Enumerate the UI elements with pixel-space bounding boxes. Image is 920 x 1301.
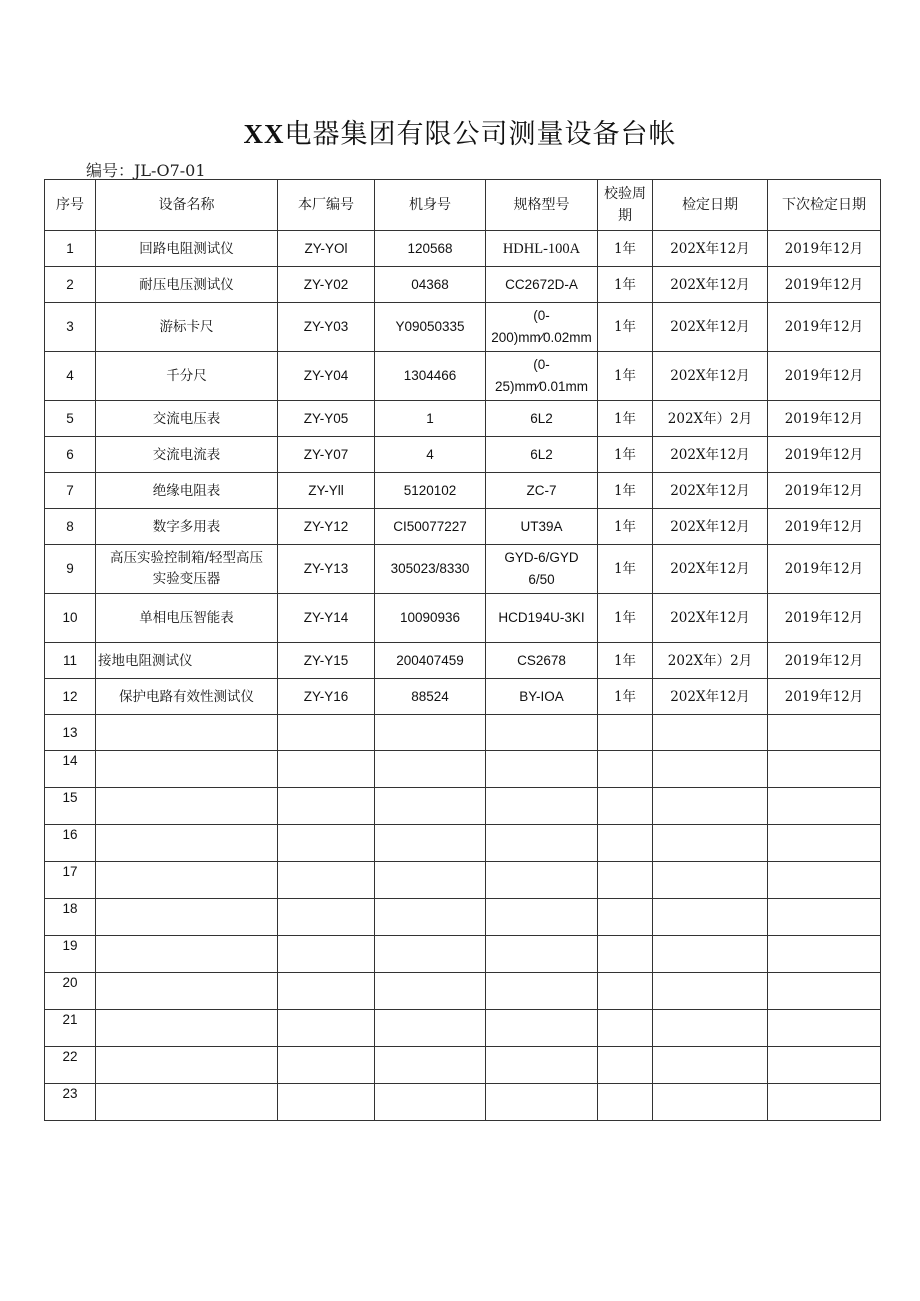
column-header-code: 本厂编号 xyxy=(278,180,375,231)
cell-no: 3 xyxy=(45,303,96,352)
title-main: 电器集团有限公司测量设备台帐 xyxy=(284,119,677,150)
cell-next-date: 2019年12月 xyxy=(768,509,881,545)
empty-cell xyxy=(598,825,653,862)
cell-name: 接地电阻测试仪 xyxy=(96,643,278,679)
empty-cell xyxy=(375,788,486,825)
empty-cell xyxy=(96,973,278,1010)
cell-no: 4 xyxy=(45,352,96,401)
cell-name: 单相电压智能表 xyxy=(96,594,278,643)
cell-code: ZY-Y14 xyxy=(278,594,375,643)
empty-cell xyxy=(768,715,881,751)
empty-cell xyxy=(598,1084,653,1121)
empty-cell xyxy=(96,862,278,899)
empty-cell xyxy=(768,862,881,899)
cell-next-date: 2019年12月 xyxy=(768,545,881,594)
empty-cell xyxy=(653,936,768,973)
cell-model: CS2678 xyxy=(486,643,598,679)
empty-cell xyxy=(278,1010,375,1047)
empty-cell xyxy=(278,715,375,751)
empty-cell xyxy=(486,1047,598,1084)
equipment-ledger-table xyxy=(44,179,881,1121)
column-header-serial: 机身号 xyxy=(375,180,486,231)
empty-cell xyxy=(768,788,881,825)
empty-cell xyxy=(96,936,278,973)
cell-model: CC2672D-A xyxy=(486,267,598,303)
cell-name-line2: 实验变压器 xyxy=(152,571,221,587)
cell-serial: 305023/8330 xyxy=(375,545,486,594)
cell-cycle: 1年 xyxy=(598,594,653,643)
empty-cell xyxy=(375,1047,486,1084)
empty-cell xyxy=(486,973,598,1010)
empty-cell xyxy=(375,825,486,862)
table-row xyxy=(45,303,881,352)
empty-cell xyxy=(486,715,598,751)
empty-cell xyxy=(653,973,768,1010)
empty-cell xyxy=(278,973,375,1010)
empty-cell xyxy=(598,973,653,1010)
cell-name: 数字多用表 xyxy=(96,509,278,545)
empty-cell xyxy=(375,899,486,936)
empty-cell xyxy=(375,715,486,751)
cell-cycle: 1年 xyxy=(598,352,653,401)
cell-no: 23 xyxy=(45,1084,96,1121)
cell-name: 交流电压表 xyxy=(96,401,278,437)
table-row xyxy=(45,401,881,437)
cell-model: 6L2 xyxy=(486,437,598,473)
blank-table-row xyxy=(45,1084,881,1121)
cell-name: 游标卡尺 xyxy=(96,303,278,352)
empty-cell xyxy=(768,899,881,936)
column-header-no: 序号 xyxy=(45,180,96,231)
empty-cell xyxy=(653,751,768,788)
empty-cell xyxy=(653,1047,768,1084)
cell-calib-date: 202X年12月 xyxy=(653,231,768,267)
blank-table-row xyxy=(45,899,881,936)
cell-serial: 200407459 xyxy=(375,643,486,679)
empty-cell xyxy=(375,1084,486,1121)
cell-cycle: 1年 xyxy=(598,437,653,473)
empty-cell xyxy=(598,751,653,788)
empty-cell xyxy=(653,825,768,862)
cell-model-line1: GYD-6/GYD xyxy=(504,550,579,565)
cell-no: 11 xyxy=(45,643,96,679)
empty-cell xyxy=(375,936,486,973)
table-row xyxy=(45,545,881,594)
cell-model-line2: 200)mm∕0.02mm xyxy=(491,330,592,345)
cell-serial: 04368 xyxy=(375,267,486,303)
cell-no: 14 xyxy=(45,751,96,788)
blank-table-row xyxy=(45,788,881,825)
cell-model: 6L2 xyxy=(486,401,598,437)
empty-cell xyxy=(96,899,278,936)
cell-no: 16 xyxy=(45,825,96,862)
empty-cell xyxy=(96,1084,278,1121)
empty-cell xyxy=(598,899,653,936)
cell-code: ZY-Y15 xyxy=(278,643,375,679)
cell-model: ZC-7 xyxy=(486,473,598,509)
cell-calib-date: 202X年）2月 xyxy=(653,401,768,437)
table-row xyxy=(45,509,881,545)
empty-cell xyxy=(278,788,375,825)
cell-code: ZY-Y03 xyxy=(278,303,375,352)
cell-serial: 1304466 xyxy=(375,352,486,401)
empty-cell xyxy=(768,1047,881,1084)
cell-calib-date: 202X年12月 xyxy=(653,473,768,509)
cell-next-date: 2019年12月 xyxy=(768,352,881,401)
cell-calib-date: 202X年12月 xyxy=(653,594,768,643)
empty-cell xyxy=(653,1010,768,1047)
cell-no: 2 xyxy=(45,267,96,303)
cell-code: ZY-Y13 xyxy=(278,545,375,594)
cell-name: 交流电流表 xyxy=(96,437,278,473)
empty-cell xyxy=(486,1010,598,1047)
empty-cell xyxy=(486,825,598,862)
cell-next-date: 2019年12月 xyxy=(768,231,881,267)
cell-code: ZY-Y05 xyxy=(278,401,375,437)
cell-code: ZY-Y12 xyxy=(278,509,375,545)
cell-no: 9 xyxy=(45,545,96,594)
cell-code: ZY-Y07 xyxy=(278,437,375,473)
empty-cell xyxy=(768,751,881,788)
column-header-calib-date: 检定日期 xyxy=(653,180,768,231)
cell-name: 保护电路有效性测试仪 xyxy=(96,679,278,715)
cell-serial: CI50077227 xyxy=(375,509,486,545)
cell-no: 15 xyxy=(45,788,96,825)
cell-name-line1: 高压实验控制箱/轻型高压 xyxy=(109,550,264,566)
cell-code: ZY-Y04 xyxy=(278,352,375,401)
empty-cell xyxy=(486,1084,598,1121)
empty-cell xyxy=(653,1084,768,1121)
cell-next-date: 2019年12月 xyxy=(768,437,881,473)
table-row xyxy=(45,231,881,267)
cell-model-line1: (0- xyxy=(533,357,550,372)
empty-cell xyxy=(486,936,598,973)
cell-no: 18 xyxy=(45,899,96,936)
column-header-model: 规格型号 xyxy=(486,180,598,231)
cell-next-date: 2019年12月 xyxy=(768,643,881,679)
empty-cell xyxy=(278,1084,375,1121)
empty-cell xyxy=(278,751,375,788)
empty-cell xyxy=(278,1047,375,1084)
empty-cell xyxy=(653,899,768,936)
empty-cell xyxy=(278,862,375,899)
cell-no: 10 xyxy=(45,594,96,643)
empty-cell xyxy=(96,751,278,788)
cell-serial: 1 xyxy=(375,401,486,437)
cell-next-date: 2019年12月 xyxy=(768,267,881,303)
cell-calib-date: 202X年）2月 xyxy=(653,643,768,679)
empty-cell xyxy=(278,936,375,973)
cell-cycle: 1年 xyxy=(598,303,653,352)
cell-model: HCD194U-3KI xyxy=(486,594,598,643)
cell-no: 19 xyxy=(45,936,96,973)
cell-no: 20 xyxy=(45,973,96,1010)
empty-cell xyxy=(598,788,653,825)
empty-cell xyxy=(486,751,598,788)
empty-cell xyxy=(598,715,653,751)
title-prefix: XX xyxy=(243,119,285,149)
blank-table-row xyxy=(45,1047,881,1084)
cell-calib-date: 202X年12月 xyxy=(653,303,768,352)
cell-code: ZY-Yll xyxy=(278,473,375,509)
blank-table-row xyxy=(45,715,881,751)
empty-cell xyxy=(375,751,486,788)
cell-calib-date: 202X年12月 xyxy=(653,437,768,473)
column-header-next-date: 下次检定日期 xyxy=(768,180,881,231)
empty-cell xyxy=(96,1047,278,1084)
cell-serial: 88524 xyxy=(375,679,486,715)
cell-no: 5 xyxy=(45,401,96,437)
empty-cell xyxy=(96,1010,278,1047)
cell-next-date: 2019年12月 xyxy=(768,594,881,643)
cell-name: 千分尺 xyxy=(96,352,278,401)
cell-calib-date: 202X年12月 xyxy=(653,509,768,545)
cell-cycle: 1年 xyxy=(598,231,653,267)
table-row xyxy=(45,679,881,715)
empty-cell xyxy=(375,862,486,899)
cell-serial: Y09050335 xyxy=(375,303,486,352)
cell-cycle: 1年 xyxy=(598,545,653,594)
cell-model-line1: (0- xyxy=(533,308,550,323)
empty-cell xyxy=(598,936,653,973)
cell-serial: 5120102 xyxy=(375,473,486,509)
cell-next-date: 2019年12月 xyxy=(768,303,881,352)
table-row xyxy=(45,352,881,401)
column-header-cycle xyxy=(598,180,653,231)
cell-calib-date: 202X年12月 xyxy=(653,352,768,401)
table-header-row xyxy=(45,180,881,231)
document-number: 编号：JL-O7-01 xyxy=(86,161,206,180)
cell-no: 21 xyxy=(45,1010,96,1047)
empty-cell xyxy=(598,862,653,899)
empty-cell xyxy=(768,973,881,1010)
cell-no: 8 xyxy=(45,509,96,545)
cell-calib-date: 202X年12月 xyxy=(653,545,768,594)
column-header-name: 设备名称 xyxy=(96,180,278,231)
blank-table-row xyxy=(45,1010,881,1047)
empty-cell xyxy=(375,1010,486,1047)
cell-cycle: 1年 xyxy=(598,401,653,437)
cell-model-line2: 25)mm∕0.01mm xyxy=(494,379,589,394)
cell-cycle: 1年 xyxy=(598,679,653,715)
cell-model xyxy=(486,303,598,352)
cell-model: HDHL-100A xyxy=(486,231,598,267)
blank-table-row xyxy=(45,862,881,899)
empty-cell xyxy=(278,825,375,862)
cell-next-date: 2019年12月 xyxy=(768,679,881,715)
table-row xyxy=(45,594,881,643)
empty-cell xyxy=(768,825,881,862)
table-row xyxy=(45,267,881,303)
cell-cycle: 1年 xyxy=(598,267,653,303)
cell-serial: 120568 xyxy=(375,231,486,267)
cell-cycle: 1年 xyxy=(598,509,653,545)
cell-name xyxy=(96,545,278,594)
empty-cell xyxy=(598,1010,653,1047)
cell-no: 6 xyxy=(45,437,96,473)
table-row xyxy=(45,473,881,509)
cell-model-line2: 6/50 xyxy=(528,572,555,587)
cell-calib-date: 202X年12月 xyxy=(653,679,768,715)
cell-next-date: 2019年12月 xyxy=(768,473,881,509)
cell-no: 12 xyxy=(45,679,96,715)
empty-cell xyxy=(375,973,486,1010)
cell-name: 回路电阻测试仪 xyxy=(96,231,278,267)
cell-model: BY-IOA xyxy=(486,679,598,715)
cell-code: ZY-Y02 xyxy=(278,267,375,303)
cell-no: 17 xyxy=(45,862,96,899)
empty-cell xyxy=(96,715,278,751)
cell-code: ZY-YOl xyxy=(278,231,375,267)
table-row xyxy=(45,437,881,473)
cell-serial: 4 xyxy=(375,437,486,473)
empty-cell xyxy=(653,715,768,751)
blank-table-row xyxy=(45,973,881,1010)
cell-name: 耐压电压测试仪 xyxy=(96,267,278,303)
empty-cell xyxy=(653,788,768,825)
empty-cell xyxy=(96,825,278,862)
empty-cell xyxy=(653,862,768,899)
cell-cycle: 1年 xyxy=(598,473,653,509)
cell-next-date: 2019年12月 xyxy=(768,401,881,437)
cell-no: 13 xyxy=(45,715,96,751)
cell-model: UT39A xyxy=(486,509,598,545)
cell-no: 22 xyxy=(45,1047,96,1084)
cell-model xyxy=(486,545,598,594)
cell-no: 1 xyxy=(45,231,96,267)
column-header-cycle-line1: 校验周 xyxy=(604,186,646,202)
page-title xyxy=(0,112,920,151)
blank-table-row xyxy=(45,825,881,862)
empty-cell xyxy=(486,788,598,825)
column-header-cycle-line2: 期 xyxy=(618,208,632,224)
empty-cell xyxy=(768,1084,881,1121)
empty-cell xyxy=(768,1010,881,1047)
cell-serial: 10090936 xyxy=(375,594,486,643)
cell-name: 绝缘电阻表 xyxy=(96,473,278,509)
blank-table-row xyxy=(45,751,881,788)
empty-cell xyxy=(598,1047,653,1084)
cell-no: 7 xyxy=(45,473,96,509)
cell-code: ZY-Y16 xyxy=(278,679,375,715)
empty-cell xyxy=(486,862,598,899)
cell-cycle: 1年 xyxy=(598,643,653,679)
blank-table-row xyxy=(45,936,881,973)
table-row xyxy=(45,643,881,679)
cell-calib-date: 202X年12月 xyxy=(653,267,768,303)
empty-cell xyxy=(486,899,598,936)
empty-cell xyxy=(768,936,881,973)
empty-cell xyxy=(96,788,278,825)
empty-cell xyxy=(278,899,375,936)
cell-model xyxy=(486,352,598,401)
